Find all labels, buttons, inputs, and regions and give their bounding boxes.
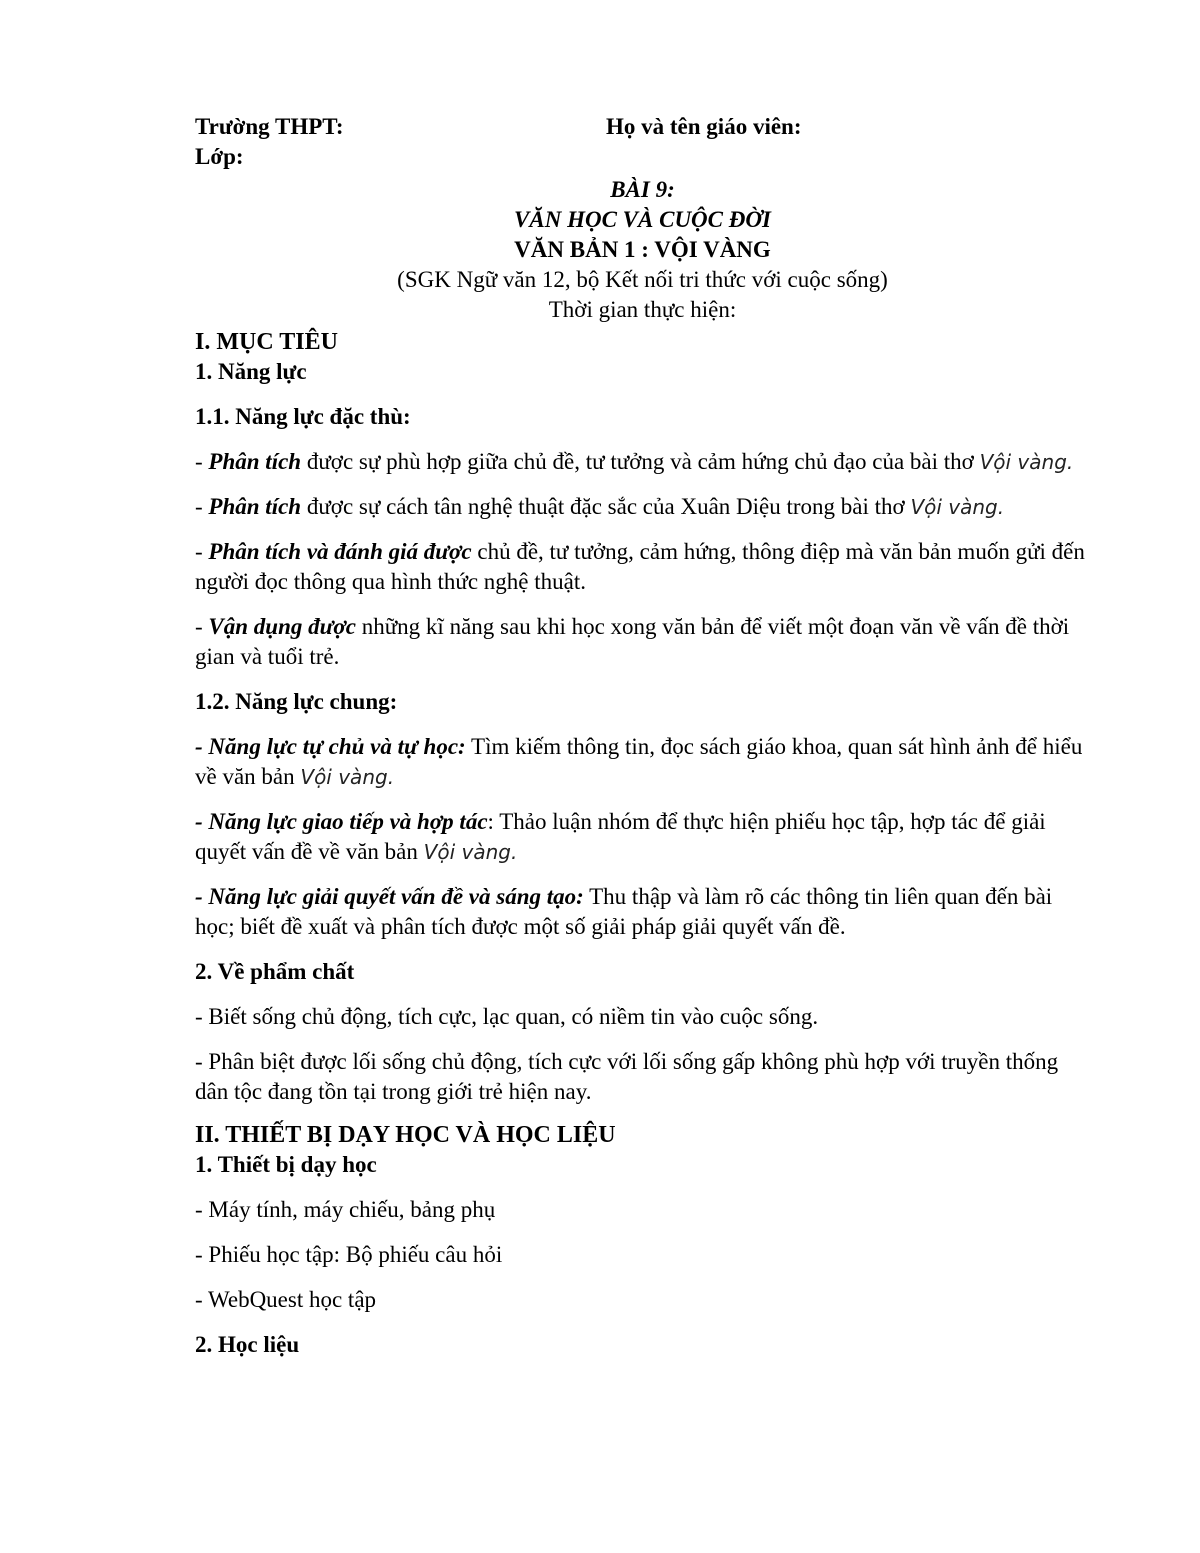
- specific-item: - Phân tích và đánh giá được chủ đề, tư tưởng, cảm hứng, thông điệp mà văn bản muốn gửi đến người đọc thông qua hình thức nghệ thuật.: [195, 539, 1085, 594]
- lesson-number: BÀI 9:: [610, 177, 675, 202]
- poem-title: Vội vàng: [300, 765, 388, 789]
- quality-item: - Phân biệt được lối sống chủ động, tích cực với lối sống gấp không phù hợp với truyền thống dân tộc đang tồn tại trong giới trẻ hiện nay.: [195, 1049, 1059, 1104]
- subheading-learning-materials: 2. Học liệu: [195, 1332, 300, 1357]
- subheading-competence: 1. Năng lực: [195, 359, 307, 384]
- item-keyword: Năng lực giao tiếp và hợp tác: [208, 809, 488, 834]
- specific-item: - Phân tích được sự phù hợp giữa chủ đề, tư tưởng và cảm hứng chủ đạo của bài thơ Vội vàng.: [195, 449, 1074, 474]
- item-keyword: Phân tích: [208, 449, 302, 474]
- general-item: - Năng lực giao tiếp và hợp tác: Thảo luận nhóm để thực hiện phiếu học tập, hợp tác để giải quyết vấn đề về văn bản Vội vàng.: [195, 809, 1046, 864]
- equipment-item: - Phiếu học tập: Bộ phiếu câu hỏi: [195, 1242, 503, 1267]
- school-label: Trường THPT:: [195, 114, 344, 139]
- specific-item: - Phân tích được sự cách tân nghệ thuật đặc sắc của Xuân Diệu trong bài thơ Vội vàng.: [195, 494, 1005, 519]
- duration-label: Thời gian thực hiện:: [548, 297, 737, 322]
- item-keyword: Vận dụng được: [208, 614, 356, 639]
- lesson-topic: VĂN HỌC VÀ CUỘC ĐỜI: [514, 207, 771, 232]
- header-row: [195, 112, 1095, 142]
- poem-title: Vội vàng: [979, 450, 1067, 474]
- subheading-qualities: 2. Về phẩm chất: [195, 959, 355, 984]
- equipment-item: - WebQuest học tập: [195, 1287, 377, 1312]
- subheading-specific-competence: 1.1. Năng lực đặc thù:: [195, 404, 411, 429]
- poem-title: Vội vàng: [910, 495, 998, 519]
- item-keyword: Năng lực tự chủ và tự học:: [208, 734, 466, 759]
- general-item: - Năng lực tự chủ và tự học: Tìm kiếm thông tin, đọc sách giáo khoa, quan sát hình ảnh để hiểu về văn bản Vội vàng.: [195, 734, 1083, 789]
- general-item: - Năng lực giải quyết vấn đề và sáng tạo: Thu thập và làm rõ các thông tin liên quan đến bài học; biết đề xuất và phân tích được một số giải pháp giải quyết vấn đề.: [195, 884, 1053, 939]
- teacher-label: Họ và tên giáo viên:: [606, 114, 802, 139]
- item-keyword: Phân tích và đánh giá được: [208, 539, 472, 564]
- text-title: VĂN BẢN 1 : VỘI VÀNG: [514, 237, 771, 262]
- document-page: [195, 112, 1095, 1360]
- poem-title: Vội vàng: [423, 840, 511, 864]
- specific-item: - Vận dụng được những kĩ năng sau khi học xong văn bản để viết một đoạn văn về vấn đề thời gian và tuổi trẻ.: [195, 614, 1070, 669]
- quality-item: - Biết sống chủ động, tích cực, lạc quan, có niềm tin vào cuộc sống.: [195, 1004, 819, 1029]
- class-label: Lớp:: [195, 144, 244, 169]
- item-keyword: Năng lực giải quyết vấn đề và sáng tạo:: [208, 884, 584, 909]
- section-heading-objectives: I. MỤC TIÊU: [195, 329, 338, 355]
- equipment-item: - Máy tính, máy chiếu, bảng phụ: [195, 1197, 496, 1222]
- subheading-general-competence: 1.2. Năng lực chung:: [195, 689, 398, 714]
- textbook-source: (SGK Ngữ văn 12, bộ Kết nối tri thức với cuộc sống): [397, 267, 888, 292]
- section-heading-equipment: II. THIẾT BỊ DẠY HỌC VÀ HỌC LIỆU: [195, 1122, 616, 1148]
- item-keyword: Phân tích: [208, 494, 302, 519]
- subheading-teaching-equipment: 1. Thiết bị dạy học: [195, 1152, 377, 1177]
